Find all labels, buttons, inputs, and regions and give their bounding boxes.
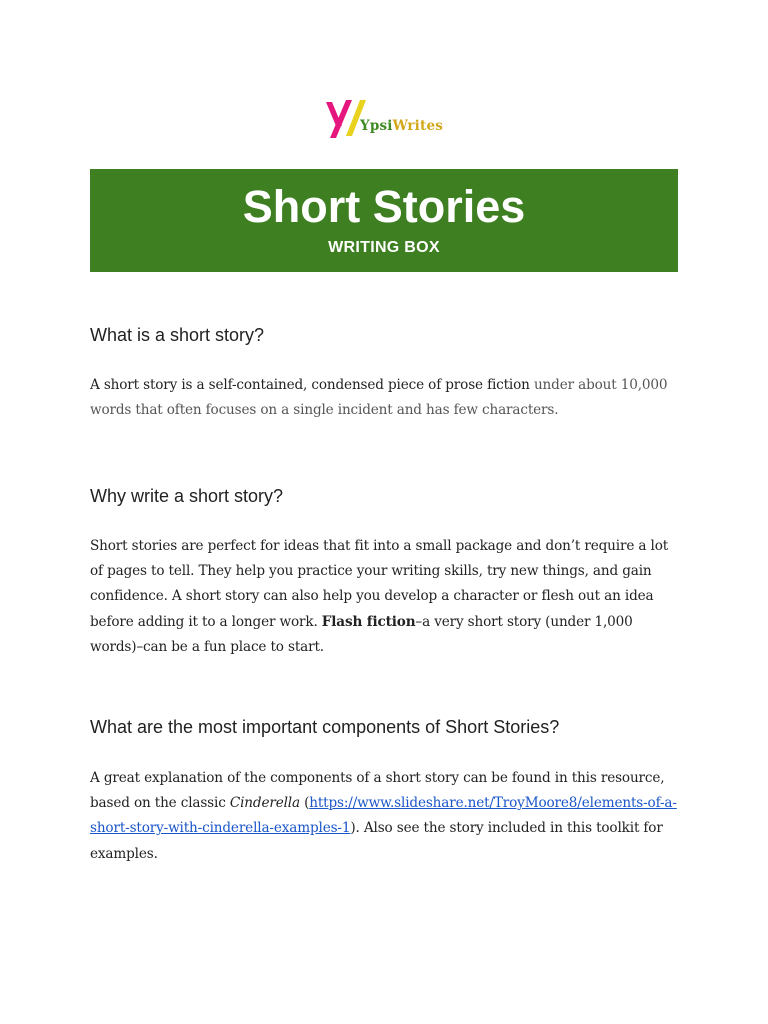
title-banner: [90, 169, 678, 272]
slideshare-link[interactable]: https://www.slideshare.net/TroyMoore8/elements-of-a-short-story-with-cinderella-examples-1: [90, 795, 677, 837]
paragraph-end: ). Also see the story included in this toolkit for examples.: [90, 820, 663, 862]
section-paragraph-what-is: [90, 373, 680, 423]
section-paragraph-components: [90, 766, 680, 867]
paren-open: (: [299, 795, 310, 812]
section-heading-why-write: Why write a short story?: [90, 486, 284, 506]
page-subtitle: WRITING BOX: [328, 239, 440, 256]
logo-wordmark-writes: Writes: [392, 118, 444, 134]
section-heading-what-is: What is a short story?: [90, 325, 265, 345]
paragraph-end: –a very short story (under 1,000 words)–can be a fun place to start.: [90, 613, 633, 655]
flash-fiction-term: Flash fiction: [321, 613, 416, 630]
section-heading-components: What are the most important components of Short Stories?: [90, 717, 560, 737]
logo-wordmark: [360, 118, 443, 134]
cinderella-term: Cinderella: [229, 795, 300, 812]
paragraph-rest: under about 10,000 words that often focuses on a single incident and has few characters.: [90, 377, 668, 419]
paragraph-start: Short stories are perfect for ideas that fit into a small package and don’t require a lot of pages to tell. They help you practice your writing skills, try new things, and gain confidence. A short story can also help you develop a character or flesh out an idea before adding it to a longer work.: [90, 538, 669, 630]
ypsiwrites-logo: [322, 98, 452, 142]
logo-wordmark-ypsi: Ypsi: [360, 118, 393, 134]
page-title: Short Stories: [242, 181, 526, 232]
paragraph-main: A short story is a self-contained, condensed piece of prose fiction: [90, 377, 530, 393]
paragraph-start: A great explanation of the components of a short story can be found in this resource, based on the classic: [90, 770, 665, 812]
section-paragraph-why-write: [90, 534, 680, 660]
